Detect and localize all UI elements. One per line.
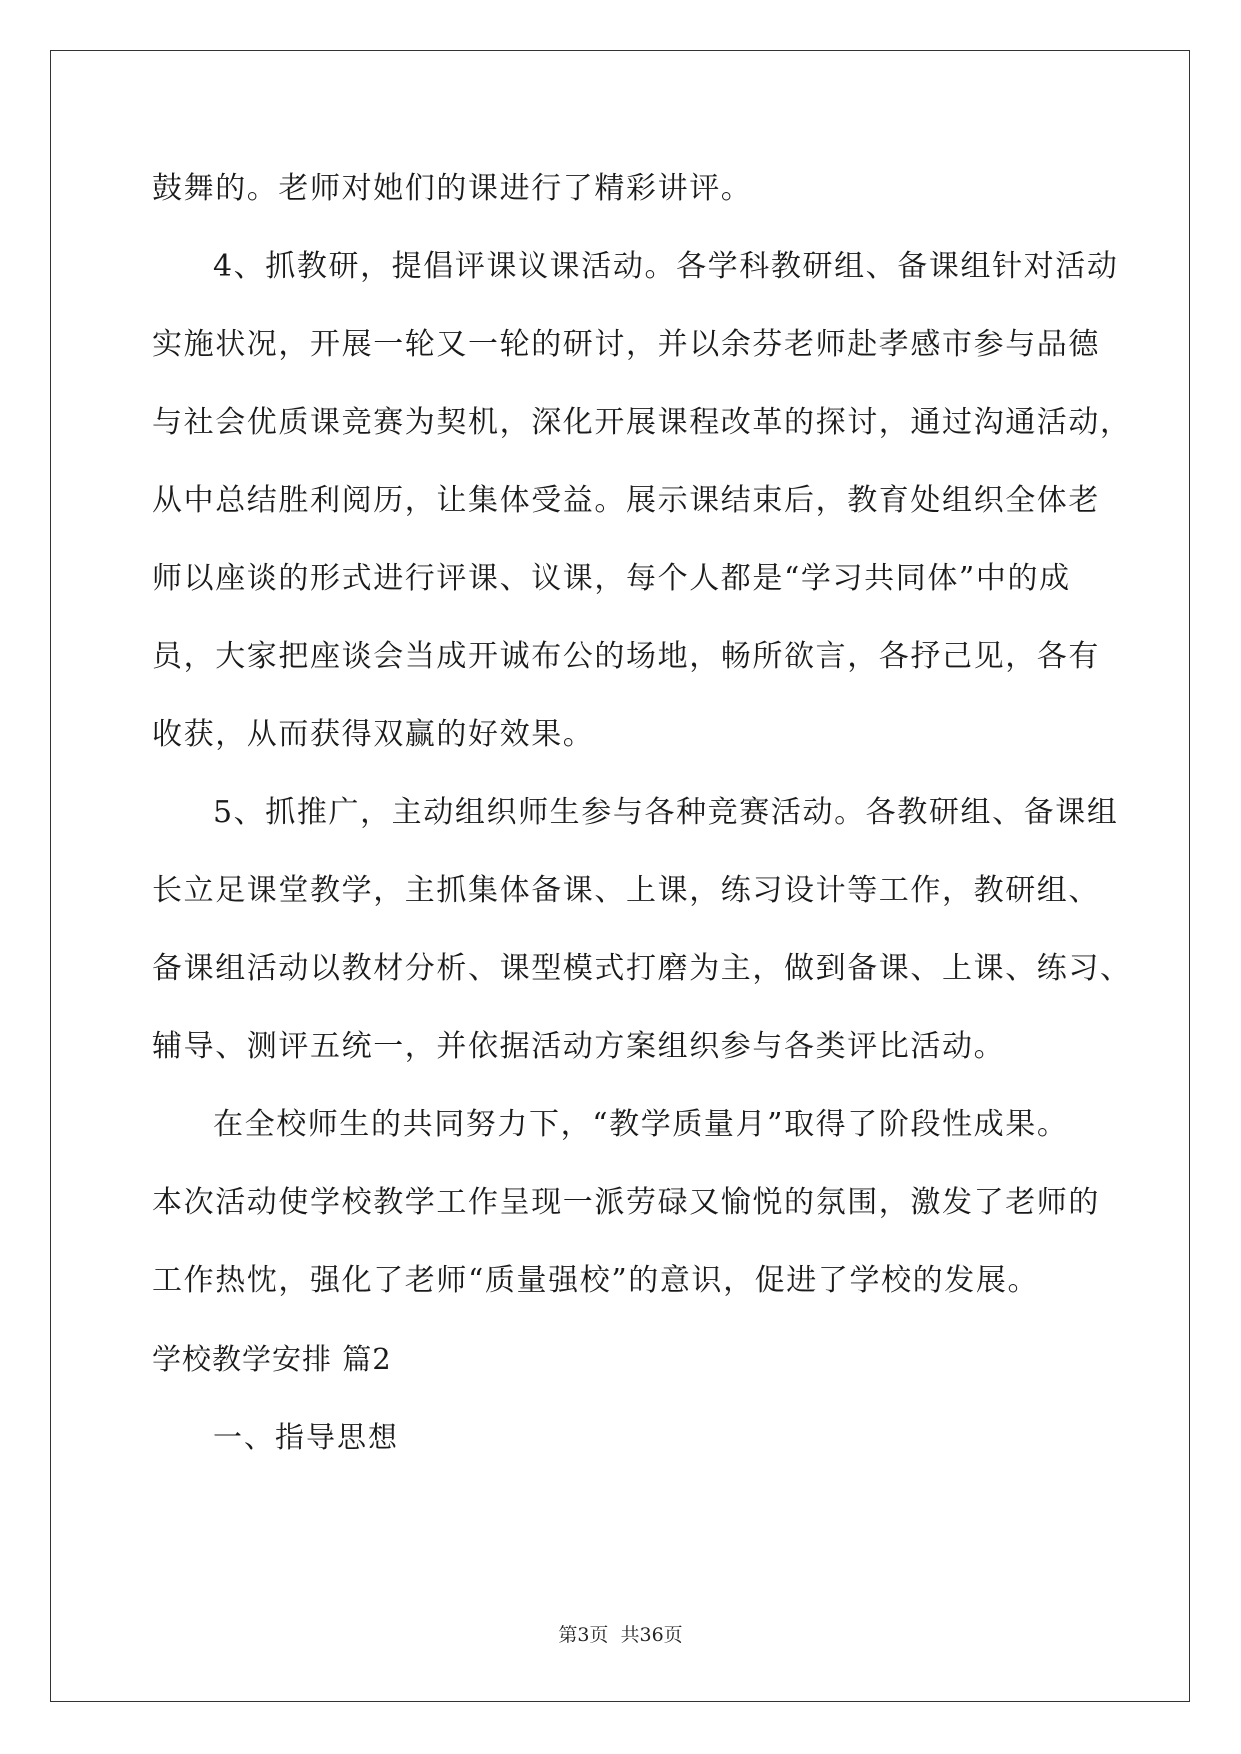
body-line-3: 实施状况，开展一轮又一轮的研讨，并以余芬老师赴孝感市参与品德 xyxy=(152,327,1100,362)
section-heading: 学校教学安排 篇2 xyxy=(152,1342,392,1376)
body-line-7: 员，大家把座谈会当成开诚布公的场地，畅所欲言，各抒己见，各有 xyxy=(152,639,1100,674)
body-line-14: 本次活动使学校教学工作呈现一派劳碌又愉悦的氛围，激发了老师的 xyxy=(152,1185,1100,1220)
body-line-15: 工作热忱，强化了老师“质量强校”的意识，促进了学校的发展。 xyxy=(152,1263,1040,1298)
body-line-1: 鼓舞的。老师对她们的课进行了精彩讲评。 xyxy=(152,171,753,206)
body-line-9: 5、抓推广，主动组织师生参与各种竞赛活动。各教研组、备课组 xyxy=(213,795,1119,830)
body-line-8: 收获，从而获得双赢的好效果。 xyxy=(152,717,595,752)
body-line-13: 在全校师生的共同努力下，“教学质量月”取得了阶段性成果。 xyxy=(213,1107,1069,1142)
body-line-4: 与社会优质课竞赛为契机，深化开展课程改革的探讨，通过沟通活动， xyxy=(152,405,1132,440)
body-line-11: 备课组活动以教材分析、课型模式打磨为主，做到备课、上课、练习、 xyxy=(152,951,1132,986)
body-line-10: 长立足课堂教学，主抓集体备课、上课，练习设计等工作，教研组、 xyxy=(152,873,1100,908)
body-line-5: 从中总结胜利阅历，让集体受益。展示课结束后，教育处组织全体老 xyxy=(152,483,1100,518)
page-number-footer: 第3页 共36页 xyxy=(558,1624,683,1646)
body-line-6: 师以座谈的形式进行评课、议课，每个人都是“学习共同体”中的成 xyxy=(152,561,1071,596)
body-line-2: 4、抓教研，提倡评课议课活动。各学科教研组、备课组针对活动 xyxy=(213,249,1119,284)
body-line-12: 辅导、测评五统一，并依据活动方案组织参与各类评比活动。 xyxy=(152,1029,1006,1064)
document-body xyxy=(152,164,1132,1490)
sub-heading: 一、指导思想 xyxy=(213,1420,400,1454)
